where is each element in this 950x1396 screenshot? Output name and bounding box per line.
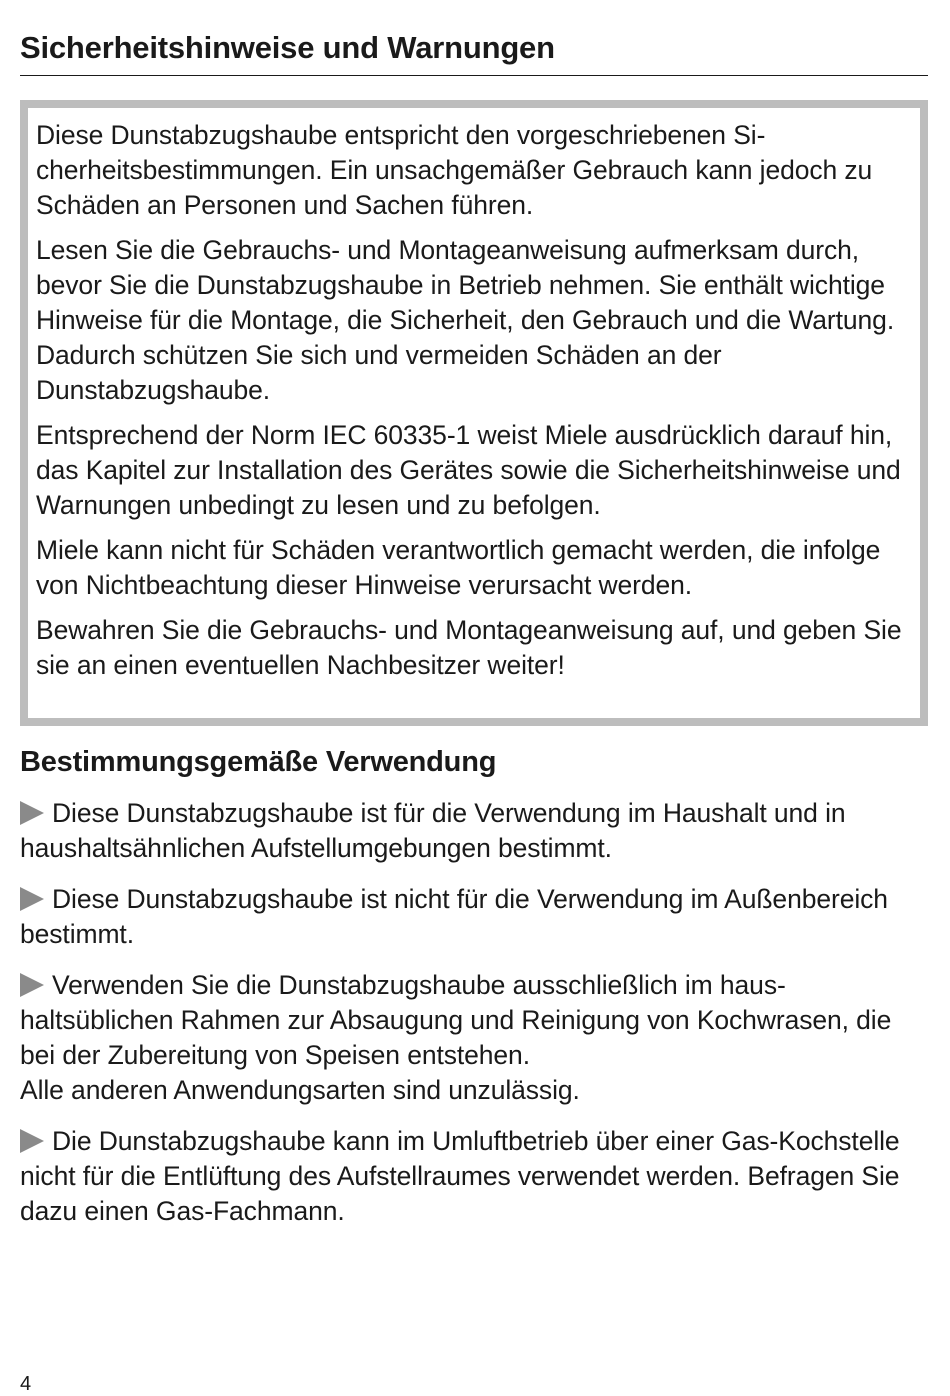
triangle-right-icon <box>20 887 44 911</box>
list-item-text: Diese Dunstabzugshaube ist für die Verwendung im Haushalt und in haushaltsähnlichen Aufstellumgebungen bestimmt. <box>20 798 846 863</box>
page-number: 4 <box>20 1373 32 1395</box>
triangle-right-icon <box>20 973 44 997</box>
list-item <box>20 1124 925 1229</box>
notice-paragraph: Lesen Sie die Gebrauchs- und Montageanweisung aufmerksam durch, bevor Sie die Dunstabzugshaube in Betrieb nehmen. Sie enthält wichtige Hinweise für die Montage, die Sicherheit, den Gebrauch und die Wartung. Dadurch schützen Sie sich und vermeiden Schäden an der Dunstabzugshaube. <box>36 235 895 405</box>
triangle-right-icon <box>20 801 44 825</box>
page-title: Sicherheitshinweise und Warnungen <box>20 30 555 65</box>
notice-content <box>36 118 904 693</box>
section-heading: Bestimmungsgemäße Verwendung <box>20 746 497 778</box>
safety-notice-box <box>20 100 928 726</box>
notice-paragraph: Diese Dunstabzugshaube entspricht den vorgeschriebenen Sicherheitsbestimmungen. Ein unsachgemäßer Gebrauch kann jedoch zu Schäden an Personen und Sachen führen. <box>36 120 873 220</box>
list-item-text: Verwenden Sie die Dunstabzugshaube ausschließlich im haushaltsüblichen Rahmen zur Absaugung und Reinigung von Kochwrasen, die bei der Zubereitung von Speisen entstehen. <box>20 970 892 1070</box>
notice-paragraph: Miele kann nicht für Schäden verantwortlich gemacht werden, die infolge von Nichtbeachtung dieser Hinweise verursacht werden. <box>36 535 881 600</box>
list-item-text: Die Dunstabzugshaube kann im Umluftbetrieb über einer Gas-Kochstelle nicht für die Entlüftung des Aufstellraumes verwendet werden. Befragen Sie dazu einen Gas-Fachmann. <box>20 1126 900 1226</box>
usage-list <box>20 796 925 1245</box>
list-item-note: Alle anderen Anwendungsarten sind unzulässig. <box>20 1075 580 1105</box>
title-divider <box>20 75 928 76</box>
notice-paragraph: Entsprechend der Norm IEC 60335-1 weist Miele ausdrücklich darauf hin, das Kapitel zur Installation des Gerätes sowie die Sicherheitshinweise und Warnungen unbedingt zu lesen und zu befolgen. <box>36 420 901 520</box>
list-item <box>20 882 925 952</box>
list-item-text: Diese Dunstabzugshaube ist nicht für die Verwendung im Außenbereich bestimmt. <box>20 884 888 949</box>
list-item <box>20 968 925 1108</box>
notice-paragraph: Bewahren Sie die Gebrauchs- und Montageanweisung auf, und geben Sie sie an einen eventuellen Nachbesitzer weiter! <box>36 615 902 680</box>
list-item <box>20 796 925 866</box>
triangle-right-icon <box>20 1129 44 1153</box>
